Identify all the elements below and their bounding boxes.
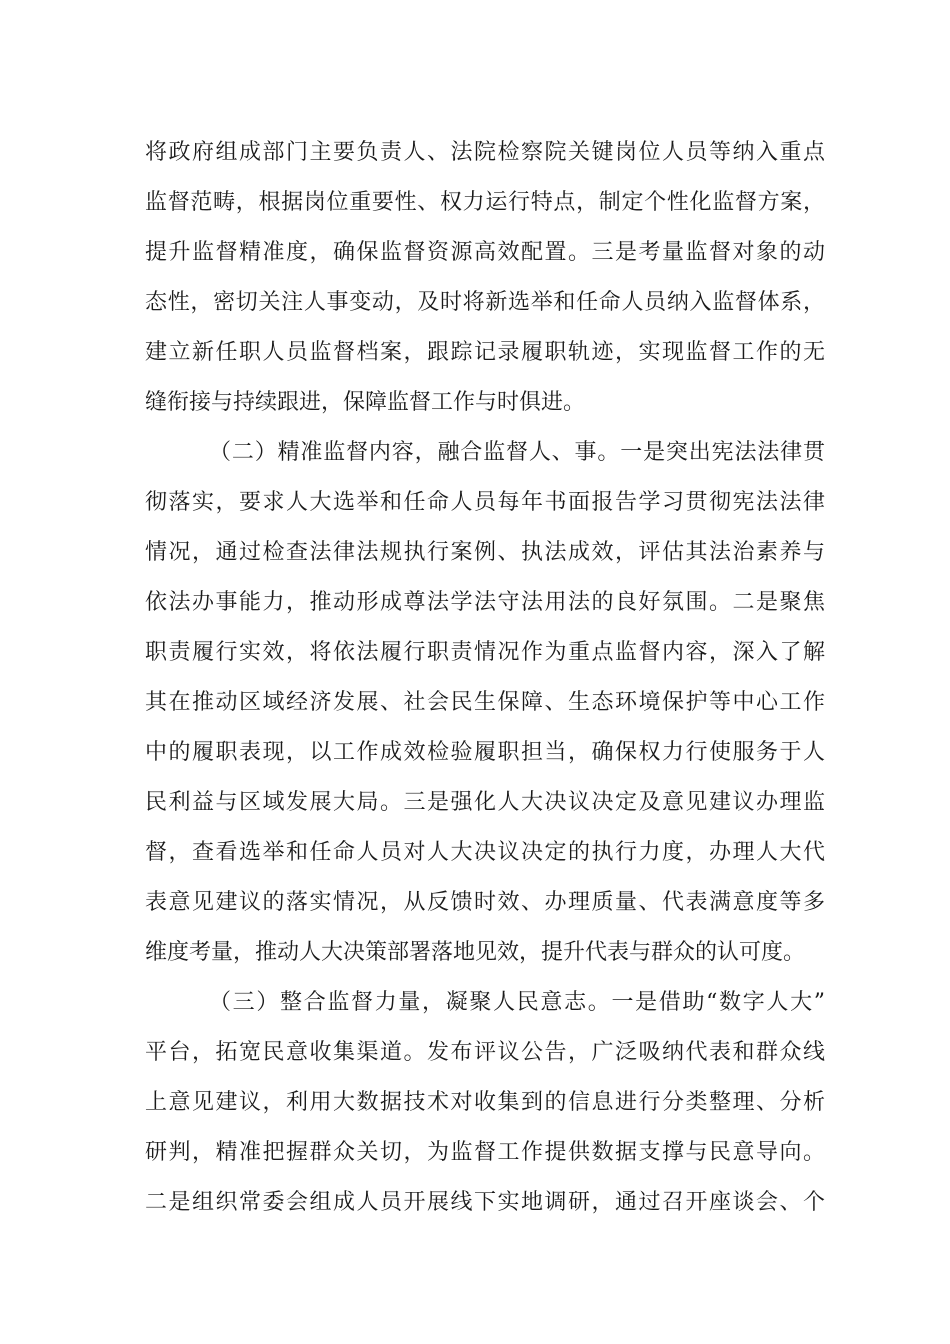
text-line: 研判，精准把握群众关切，为监督工作提供数据支撑与民意导向。 (145, 1140, 825, 1165)
text-line: 将政府组成部门主要负责人、法院检察院关键岗位人员等纳入重点 (145, 140, 825, 165)
text-line: 维度考量，推动人大决策部署落地见效，提升代表与群众的认可度。 (145, 940, 806, 965)
text-line: 监督范畴，根据岗位重要性、权力运行特点，制定个性化监督方案， (145, 190, 825, 215)
text-line: 中的履职表现，以工作成效检验履职担当，确保权力行使服务于人 (145, 740, 825, 765)
text-line: 民利益与区域发展大局。三是强化人大决议决定及意见建议办理监 (145, 790, 825, 815)
text-line: 二是组织常委会组成人员开展线下实地调研，通过召开座谈会、个 (145, 1190, 825, 1215)
text-line: 缝衔接与持续跟进，保障监督工作与时俱进。 (145, 390, 586, 415)
text-line: 其在推动区域经济发展、社会民生保障、生态环境保护等中心工作 (145, 690, 825, 715)
section-heading-line: （二）精准监督内容，融合监督人、事。一是突出宪法法律贯 (209, 440, 825, 465)
text-line: 职责履行实效，将依法履行职责情况作为重点监督内容，深入了解 (145, 640, 825, 665)
document-body (145, 128, 825, 1228)
text-line: 提升监督精准度，确保监督资源高效配置。三是考量监督对象的动 (145, 240, 825, 265)
text-line: 情况，通过检查法律法规执行案例、执法成效，评估其法治素养与 (145, 540, 825, 565)
section-heading-line: （三）整合监督力量，凝聚人民意志。一是借助“数字人大” (209, 990, 825, 1015)
text-line: 督，查看选举和任命人员对人大决议决定的执行力度，办理人大代 (145, 840, 825, 865)
text-line: 上意见建议，利用大数据技术对收集到的信息进行分类整理、分析 (145, 1090, 825, 1115)
text-line: 彻落实，要求人大选举和任命人员每年书面报告学习贯彻宪法法律 (145, 490, 825, 515)
text-line: 平台，拓宽民意收集渠道。发布评议公告，广泛吸纳代表和群众线 (145, 1040, 825, 1065)
text-line: 表意见建议的落实情况，从反馈时效、办理质量、代表满意度等多 (145, 890, 825, 915)
text-line: 建立新任职人员监督档案，跟踪记录履职轨迹，实现监督工作的无 (145, 340, 825, 365)
text-line: 态性，密切关注人事变动，及时将新选举和任命人员纳入监督体系， (145, 290, 825, 315)
text-line: 依法办事能力，推动形成尊法学法守法用法的良好氛围。二是聚焦 (145, 590, 825, 615)
